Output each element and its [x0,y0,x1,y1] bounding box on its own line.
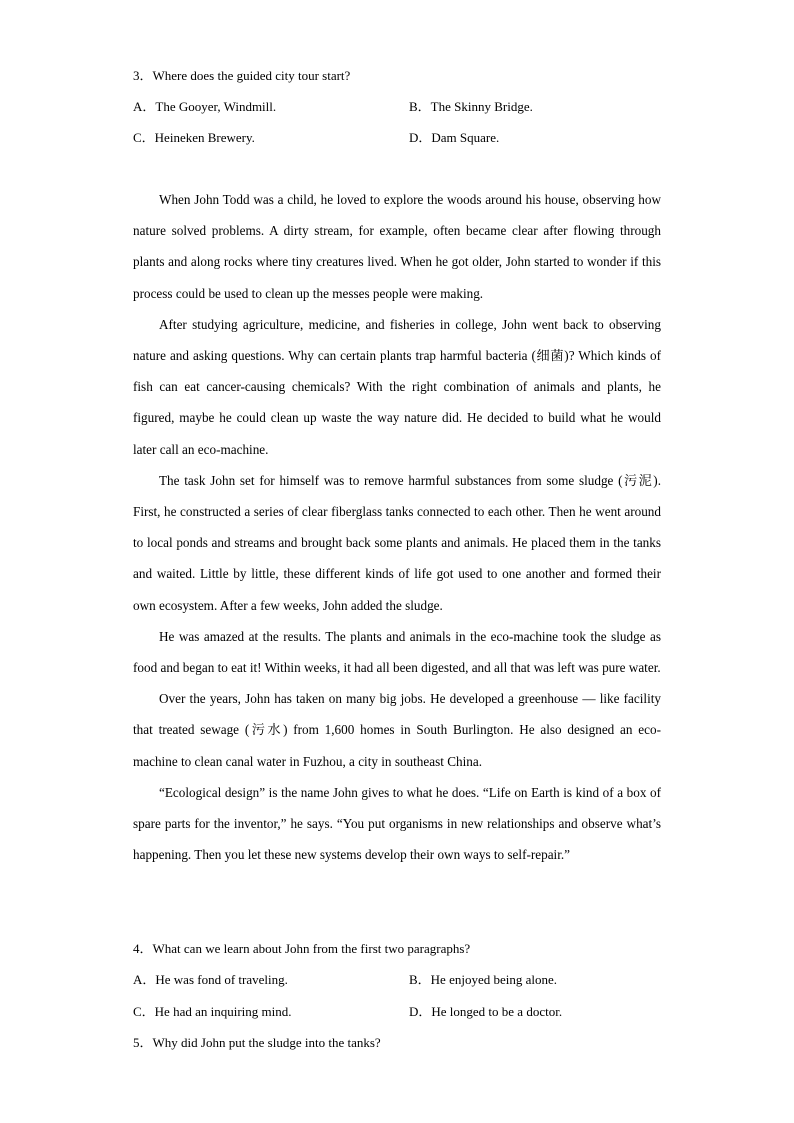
question-4-option-d: D．He longed to be a doctor. [409,1004,563,1019]
question-4-stem: 4．What can we learn about John from the first two paragraphs? [133,941,471,956]
reading-passage [133,184,661,870]
question-3-option-c: C．Heineken Brewery. [133,130,255,145]
question-4-option-c: C．He had an inquiring mind. [133,1004,292,1019]
passage-paragraph-4: He was amazed at the results. The plants and animals in the eco-machine took the sludge as food and began to eat it! Within weeks, it had all been digested, and all that was left was pure water. [133,628,661,676]
question-3-stem: 3．Where does the guided city tour start? [133,68,351,83]
passage-paragraph-3: The task John set for himself was to remove harmful substances from some sludge (污泥). First, he constructed a series of clear fiberglass tanks connected to each other. Then he went around to local ponds and streams and brought back some plants and animals. He placed them in the tanks and waited. Little by little, these different kinds of life got used to one another and formed their own ecosystem. After a few weeks, John added the sludge. [133,472,661,613]
question-3-option-b: B．The Skinny Bridge. [409,99,533,114]
question-4-option-a: A．He was fond of traveling. [133,972,288,987]
question-4-option-b: B．He enjoyed being alone. [409,972,558,987]
passage-paragraph-5: Over the years, John has taken on many big jobs. He developed a greenhouse — like facility that treated sewage (污水) from 1,600 homes in South Burlington. He also designed an eco-machine to clean canal water in Fuzhou, a city in southeast China. [133,691,661,769]
question-3-option-d: D．Dam Square. [409,130,500,145]
passage-paragraph-6: “Ecological design” is the name John gives to what he does. “Life on Earth is kind of a box of spare parts for the inventor,” he says. “You put organisms in new relationships and observe what’s happening. Then you let these new systems develop their own ways to self-repair.” [133,784,661,863]
question-5-stem: 5．Why did John put the sludge into the tanks? [133,1035,381,1050]
question-3-option-a: A．The Gooyer, Windmill. [133,99,277,114]
passage-paragraph-1: When John Todd was a child, he loved to explore the woods around his house, observing how nature solved problems. A dirty stream, for example, often became clear after flowing through plants and along rocks where tiny creatures lived. When he got older, John started to wonder if this process could be used to clean up the messes people were making. [133,192,661,301]
passage-paragraph-2: After studying agriculture, medicine, and fisheries in college, John went back to observing nature and asking questions. Why can certain plants trap harmful bacteria (细菌)? Which kinds of fish can eat cancer-causing chemicals? With the right combination of animals and plants, he figured, maybe he could clean up waste the way nature did. He decided to build what he would later call an eco-machine. [133,316,661,457]
